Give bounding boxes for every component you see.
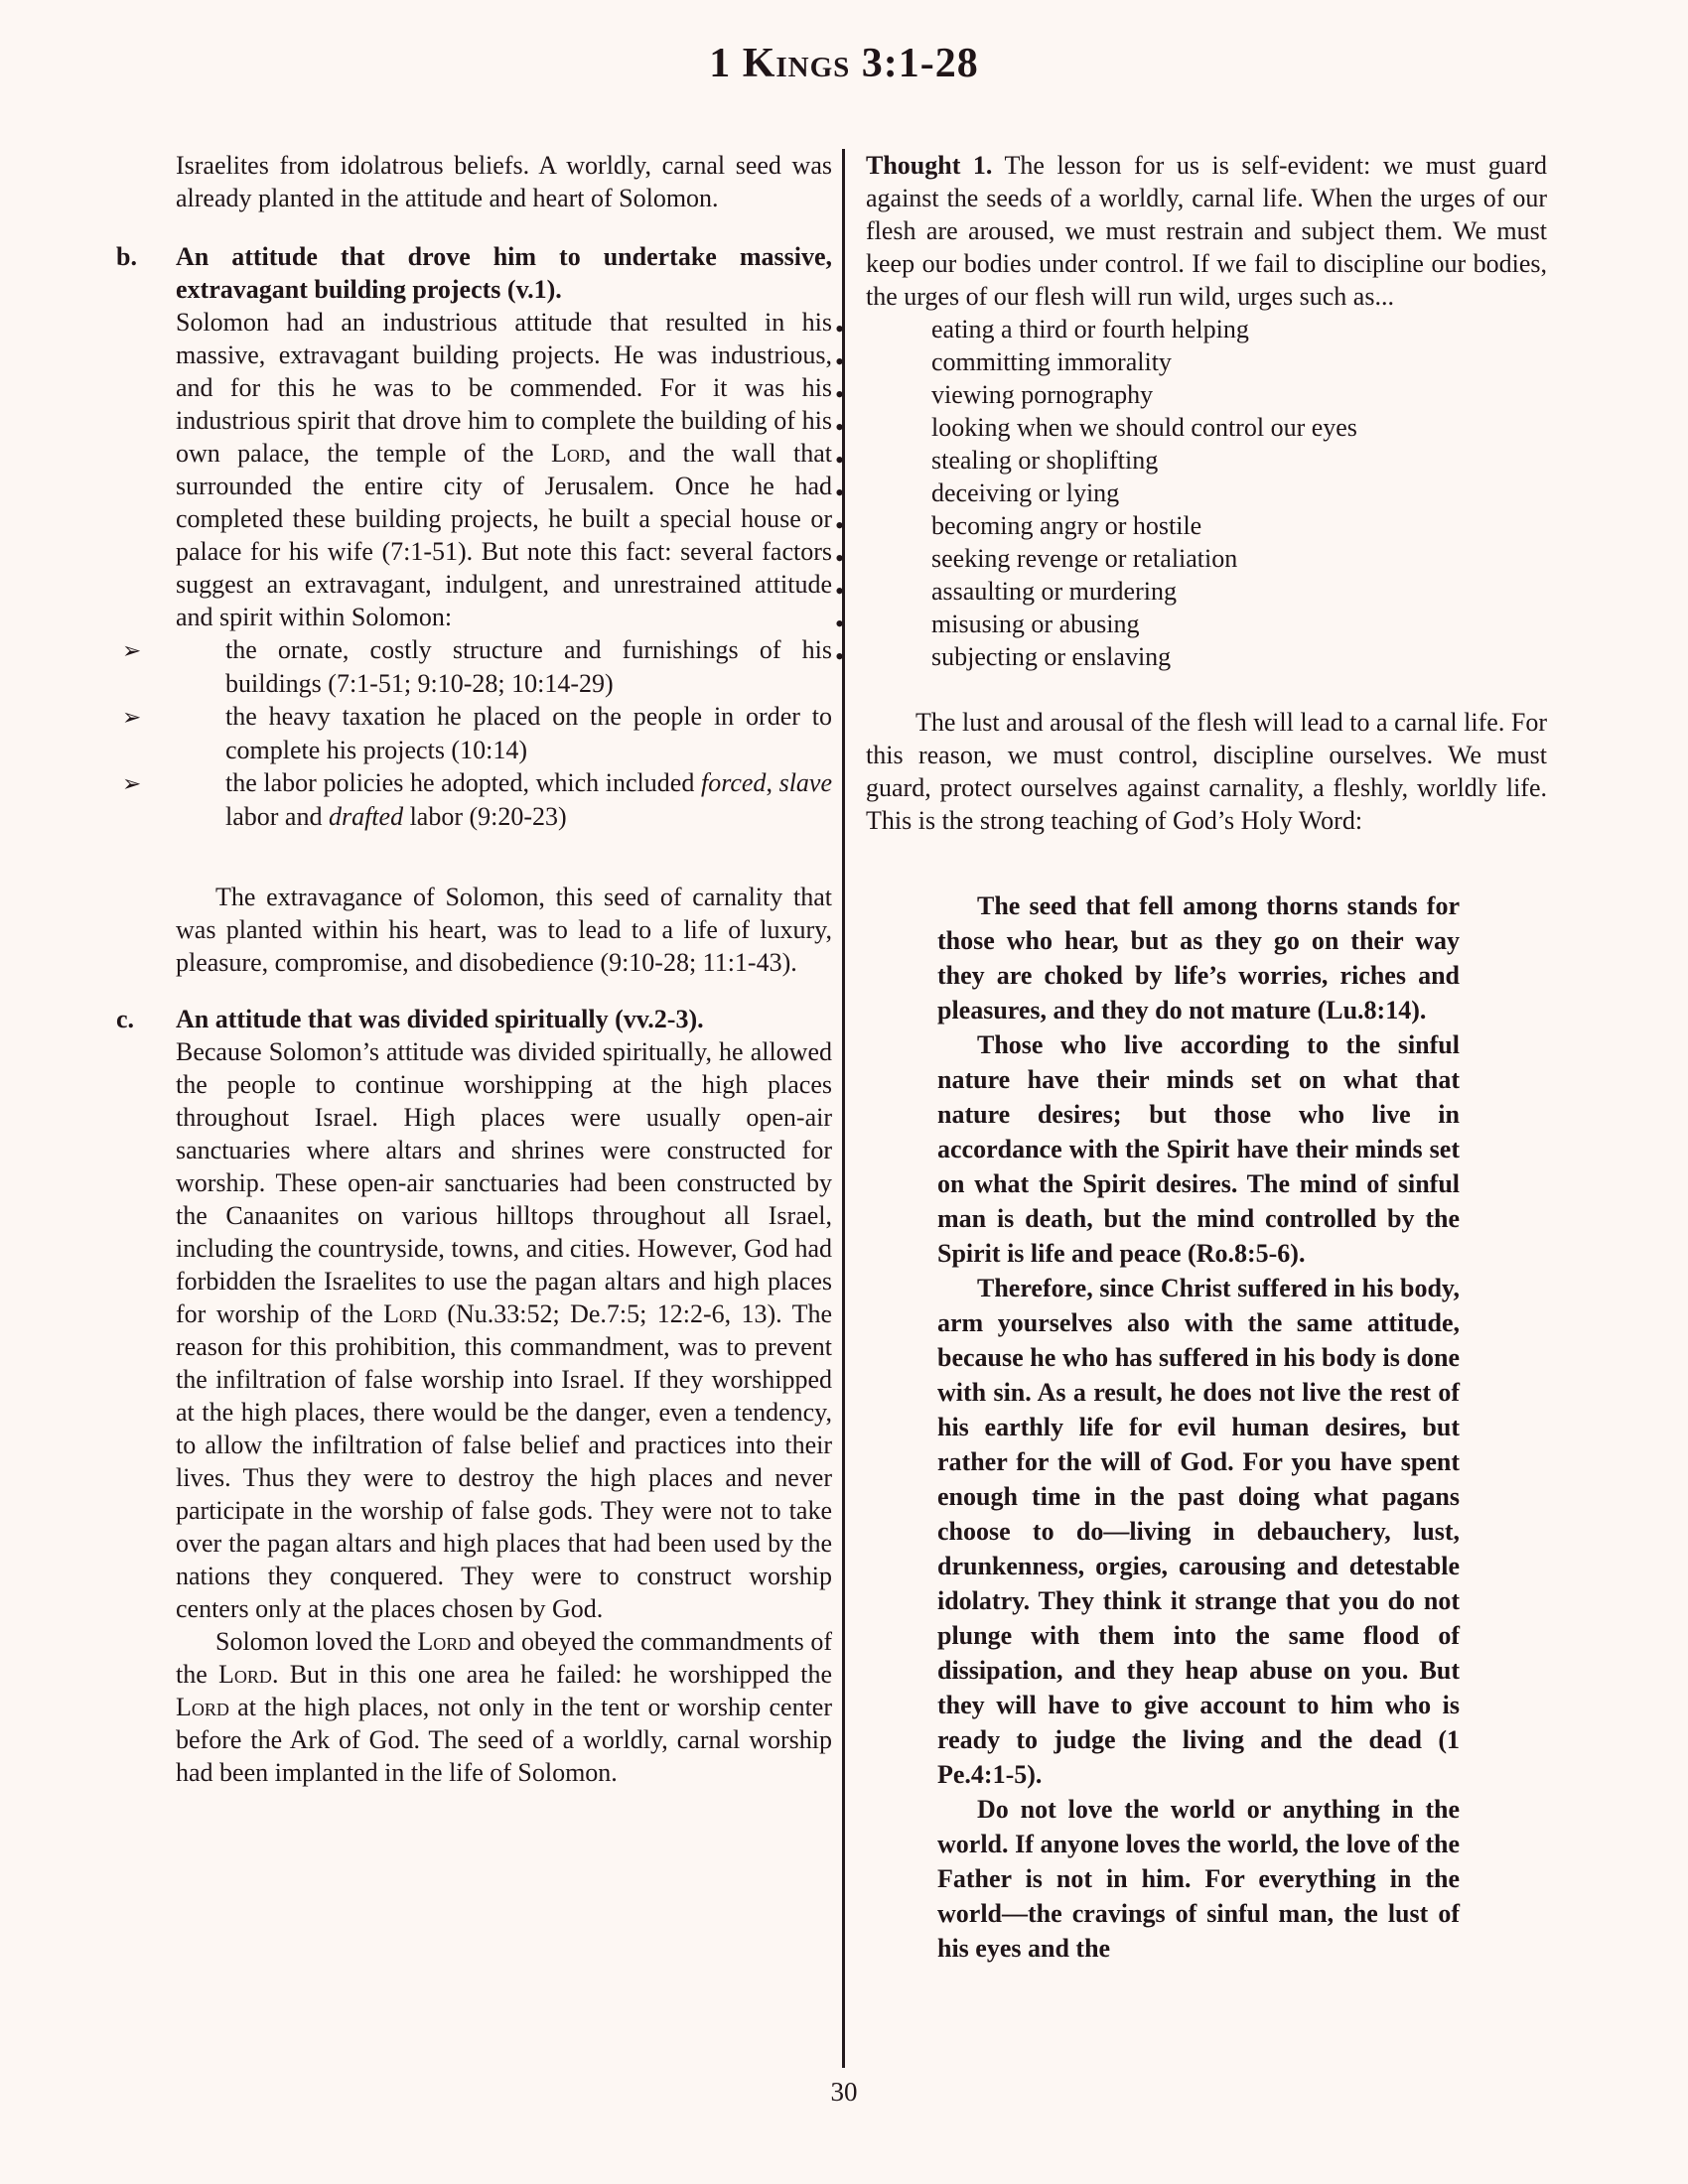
bullet-icon: • — [835, 380, 845, 409]
text-segment: and obeyed the commandments of the — [176, 1627, 832, 1689]
text-segment: , — [766, 768, 779, 797]
list-item — [835, 444, 1547, 477]
thought-paragraph — [866, 149, 1547, 313]
bullet-icon: • — [835, 478, 845, 507]
text-segment: labor and — [225, 802, 329, 831]
list-item — [835, 575, 1547, 608]
arrow-bullet-icon: ➢ — [122, 705, 142, 730]
italic-term: drafted — [328, 802, 404, 831]
continuation-paragraph: Israelites from idolatrous beliefs. A worldly, carnal seed was already planted in the attitude and heart of Solomon. — [176, 151, 832, 212]
thought-label: Thought 1. — [866, 151, 993, 180]
right-column — [835, 149, 1547, 1966]
arrow-list-item — [122, 766, 833, 833]
lord-smallcaps: Lord — [417, 1627, 472, 1656]
list-item-text: seeking revenge or retaliation — [931, 544, 1238, 573]
arrow-item-text: the heavy taxation he placed on the people in order to complete his projects (10:14) — [225, 702, 832, 764]
arrow-item-text: the labor policies he adopted, which included — [225, 768, 701, 797]
list-item — [835, 542, 1547, 575]
left-column — [116, 149, 833, 1789]
list-item-text: committing immorality — [931, 347, 1172, 376]
list-item-text: subjecting or enslaving — [931, 642, 1172, 671]
text-segment: Solomon had an industrious attitude that resulted in his massive, extravagant building projects. He was industrious, and for this he was to be commended. For it was his industrious spirit that drove him to complete the building of his own palace, the temple of the — [176, 308, 832, 468]
section-b-marker: b. — [116, 242, 137, 271]
lust-paragraph: The lust and arousal of the flesh will lead to a carnal life. For this reason, we must control, discipline ourselves. We must guard, protect ourselves against carnality, a fleshly, worldly life. This is the strong teaching of God’s Holy Word: — [866, 708, 1547, 835]
scripture-quote: Therefore, since Christ suffered in his body, arm yourselves also with the same attitude, because he who has suffered in his body is done with sin. As a result, he does not live the rest of his earthly life for evil human desires, but rather for the will of God. For you have spent enough time in the past doing what pagans choose to do—living in debauchery, lust, drunkenness, orgies, carousing and detestable idolatry. They think it strange that you do not plunge with them into the same flood of dissipation, and they heap abuse on you. But they will have to give account to him who is ready to judge the living and the dead (1 Pe.4:1-5). — [937, 1274, 1460, 1789]
list-item — [835, 640, 1547, 673]
scripture-quotes — [866, 888, 1547, 1966]
arrow-bullet-icon: ➢ — [122, 638, 142, 663]
section-b-body — [176, 306, 832, 633]
extravagance-paragraph: The extravagance of Solomon, this seed of carnality that was planted within his heart, was to lead to a life of luxury, pleasure, compromise, and disobedience (9:10-28; 11:1-43). — [176, 883, 832, 977]
text-segment: (Nu.33:52; De.7:5; 12:2-6, 13). The reason for this prohibition, this commandment, was to prevent the infiltration of false worship into Israel. If they worshipped at the high places, there would be the danger, even a tendency, to allow the infiltration of false belief and practices into their lives. Thus they were to destroy the high places and never participate in the worship of false gods. They were not to take over the pagan altars and high places that had been used by the nations they conquered. They were to construct worship centers only at the places chosen by God. — [176, 1299, 833, 1623]
list-item-text: becoming angry or hostile — [931, 511, 1202, 540]
list-item — [835, 378, 1547, 411]
arrow-item-text: the ornate, costly structure and furnishings of his buildings (7:1-51; 9:10-28; 10:14-29) — [225, 635, 832, 698]
section-b-heading — [116, 240, 832, 306]
lord-smallcaps: Lord — [550, 439, 605, 468]
section-c-heading-text: An attitude that was divided spiritually (vv.2-3). — [176, 1005, 704, 1033]
text-segment: The lesson for us is self-evident: we must guard against the seeds of a worldly, carnal life. When the urges of our flesh are aroused, we must restrain and subject them. We must keep our bodies under control. If we fail to discipline our bodies, the urges of our flesh will run wild, urges such as... — [866, 151, 1547, 311]
text-segment: Because Solomon’s attitude was divided spiritually, he allowed the people to continue worshipping at the high places throughout Israel. High places were usually open-air sanctuaries where altars and shrines were constructed for worship. These open-air sanctuaries had been constructed by the Canaanites on various hilltops throughout all Israel, including the countryside, towns, and cities. However, God had forbidden the Israelites to use the pagan altars and high places for worship of the — [176, 1037, 832, 1328]
list-item-text: deceiving or lying — [931, 478, 1120, 507]
text-segment: at the high places, not only in the tent or worship center before the Ark of God. The seed of a worldly, carnal worship had been implanted in the life of Solomon. — [176, 1693, 832, 1787]
lord-smallcaps: Lord — [176, 1693, 229, 1721]
list-item-text: assaulting or murdering — [931, 577, 1177, 606]
list-item-text: eating a third or fourth helping — [931, 315, 1249, 343]
list-item — [835, 411, 1547, 444]
arrow-bullet-icon: ➢ — [122, 771, 142, 796]
list-item-text: stealing or shoplifting — [931, 446, 1159, 475]
bullet-icon: • — [835, 610, 845, 638]
section-c-body — [176, 1035, 832, 1625]
text-segment: , and the wall that surrounded the entire city of Jerusalem. Once he had completed these building projects, he built a special house or palace for his wife (7:1-51). But note this fact: several factors suggest an extravagant, indulgent, and unrestrained attitude and spirit within Solomon: — [176, 439, 832, 631]
bullet-icon: • — [835, 511, 845, 540]
bullet-icon: • — [835, 642, 845, 671]
page-title: 1 Kings 3:1-28 — [709, 41, 979, 86]
list-item — [835, 608, 1547, 640]
list-item — [835, 313, 1547, 345]
section-c — [116, 1003, 833, 1789]
arrow-list — [122, 633, 833, 833]
scripture-quote: Those who live according to the sinful nature have their minds set on what that nature desires; but those who live in accordance with the Spirit have their minds set on what the Spirit desires. The mind of sinful man is death, but the mind controlled by the Spirit is life and peace (Ro.8:5-6). — [937, 1030, 1460, 1268]
list-item-text: looking when we should control our eyes — [931, 413, 1357, 442]
bullet-icon: • — [835, 413, 845, 442]
scripture-quote: Do not love the world or anything in the world. If anyone loves the world, the love of the Father is not in him. For everything in the world—the cravings of sinful man, the lust of his eyes and the — [937, 1795, 1460, 1963]
section-c-closing-paragraph — [176, 1625, 832, 1789]
section-b-heading-text: An attitude that drove him to undertake massive, extravagant building projects (v.1). — [176, 242, 832, 304]
bullet-icon: • — [835, 446, 845, 475]
page-number: 30 — [830, 2077, 858, 2107]
list-item-text: viewing pornography — [931, 380, 1154, 409]
section-c-heading — [116, 1003, 832, 1035]
section-c-marker: c. — [116, 1005, 135, 1033]
list-item — [835, 345, 1547, 378]
list-item — [835, 509, 1547, 542]
bullet-icon: • — [835, 544, 845, 573]
list-item — [835, 477, 1547, 509]
lord-smallcaps: Lord — [383, 1299, 437, 1328]
text-segment: . But in this one area he failed: he worshipped the — [271, 1660, 832, 1689]
arrow-list-item — [122, 700, 832, 766]
text-segment: labor (9:20-23) — [403, 802, 567, 831]
italic-term: forced — [700, 768, 767, 797]
section-b — [116, 240, 833, 979]
arrow-list-item — [122, 633, 832, 700]
list-item-text: misusing or abusing — [931, 610, 1140, 638]
sin-list — [835, 313, 1547, 673]
text-segment: Solomon loved the — [215, 1627, 418, 1656]
italic-term: slave — [778, 768, 833, 797]
bullet-icon: • — [835, 577, 845, 606]
scripture-quote: The seed that fell among thorns stands for those who hear, but as they go on their way they are choked by life’s worries, riches and pleasures, and they do not mature (Lu.8:14). — [937, 891, 1460, 1024]
bullet-icon: • — [835, 315, 845, 343]
lord-smallcaps: Lord — [218, 1660, 272, 1689]
bullet-icon: • — [835, 347, 845, 376]
